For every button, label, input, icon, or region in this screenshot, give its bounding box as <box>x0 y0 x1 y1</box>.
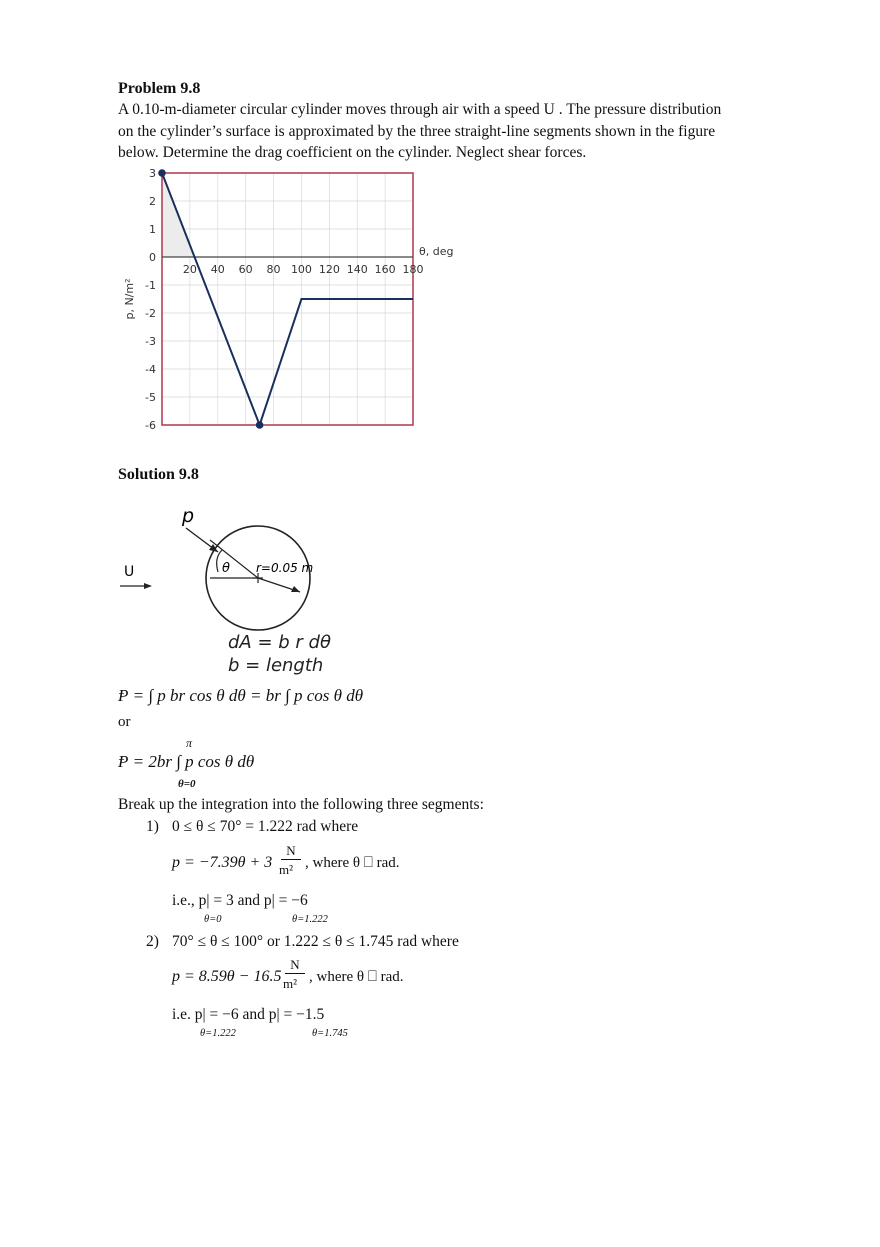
x-tick-label: 120 <box>318 263 340 276</box>
y-tick-label: 0 <box>149 251 156 264</box>
u-sketch-label: U <box>124 564 135 580</box>
y-tick-label: 3 <box>149 167 156 180</box>
segment-1-range: 0 ≤ θ ≤ 70° = 1.222 rad where <box>172 818 359 835</box>
x-tick-label: 140 <box>346 263 368 276</box>
or-text: or <box>118 714 131 730</box>
x-tick-label: 80 <box>266 263 281 276</box>
x-tick-label: 60 <box>238 263 253 276</box>
x-tick-label: 20 <box>182 263 197 276</box>
p-sketch-label: p <box>182 505 195 527</box>
x-tick-label: 180 <box>402 263 424 276</box>
x-tick-label: 160 <box>374 263 396 276</box>
y-tick-label: -3 <box>145 335 156 348</box>
y-tick-label: -5 <box>145 391 156 404</box>
segment-1-equation: p = −7.39θ + 3 <box>172 854 273 871</box>
y-axis-label: p, N/m² <box>123 278 136 320</box>
segment-1-sub-b: θ=1.222 <box>292 914 328 925</box>
b-definition: b = length <box>228 655 324 676</box>
drag-integral-equation: Ᵽ = ∫ p br cos θ dθ = br ∫ p cos θ dθ <box>118 686 364 705</box>
solution-title: Solution 9.8 <box>118 466 199 483</box>
integral-lower-limit: θ=0 <box>178 778 196 790</box>
segment-2-number: 2) <box>146 933 159 950</box>
segment-2-range: 70° ≤ θ ≤ 100° or 1.222 ≤ θ ≤ 1.745 rad where <box>172 933 459 950</box>
segment-2-equation: p = 8.59θ − 16.5 <box>172 968 282 985</box>
x-tick-label: 100 <box>290 263 312 276</box>
x-tick-label: 40 <box>210 263 225 276</box>
pressure-series-line <box>162 173 413 425</box>
radius-sketch-label: r=0.05 m <box>256 561 314 575</box>
y-tick-label: -6 <box>145 419 156 432</box>
segment-2-units-note: , where θ ⎕ rad. <box>309 969 404 985</box>
segment-2-values: i.e. p| = −6 and p| = −1.5 <box>172 1006 325 1023</box>
segment-1-units-den: m² <box>279 862 294 877</box>
segment-1-units-num: N <box>281 843 301 860</box>
segment-2-sub-a: θ=1.222 <box>200 1028 236 1039</box>
data-point <box>158 169 166 177</box>
segments-intro: Break up the integration into the following three segments: <box>118 796 484 813</box>
problem-line-3: below. Determine the drag coefficient on the cylinder. Neglect shear forces. <box>118 144 587 161</box>
y-tick-label: 1 <box>149 223 156 236</box>
segment-1-number: 1) <box>146 818 159 835</box>
theta-sketch-label: θ <box>222 561 230 576</box>
segment-2-sub-b: θ=1.745 <box>312 1028 348 1039</box>
cylinder-sketch <box>110 500 370 680</box>
data-point <box>256 421 264 429</box>
segment-1-sub-a: θ=0 <box>204 914 222 925</box>
y-tick-label: -4 <box>145 363 156 376</box>
y-tick-label: -1 <box>145 279 156 292</box>
pressure-distribution-chart <box>0 0 880 440</box>
problem-line-1: A 0.10-m-diameter circular cylinder moves through air with a speed U . The pressure distribution <box>118 101 722 118</box>
velocity-arrowhead <box>144 583 152 589</box>
y-tick-label: -2 <box>145 307 156 320</box>
segment-1-units-note: , where θ ⎕ rad. <box>305 855 400 871</box>
segment-2-units-den: m² <box>283 976 298 991</box>
problem-line-2: on the cylinder’s surface is approximated by the three straight-line segments shown in the figure <box>118 122 716 140</box>
drag-integral-limits-equation: Ᵽ = 2br ∫ p cos θ dθ <box>118 752 255 771</box>
integral-upper-limit: π <box>186 736 193 750</box>
x-axis-label: θ, deg <box>419 245 454 258</box>
segment-1-values: i.e., p| = 3 and p| = −6 <box>172 892 308 909</box>
da-expression: dA = b r dθ <box>228 632 331 653</box>
problem-title: Problem 9.8 <box>118 80 201 97</box>
y-tick-label: 2 <box>149 195 156 208</box>
segment-2-units-num: N <box>285 957 305 974</box>
